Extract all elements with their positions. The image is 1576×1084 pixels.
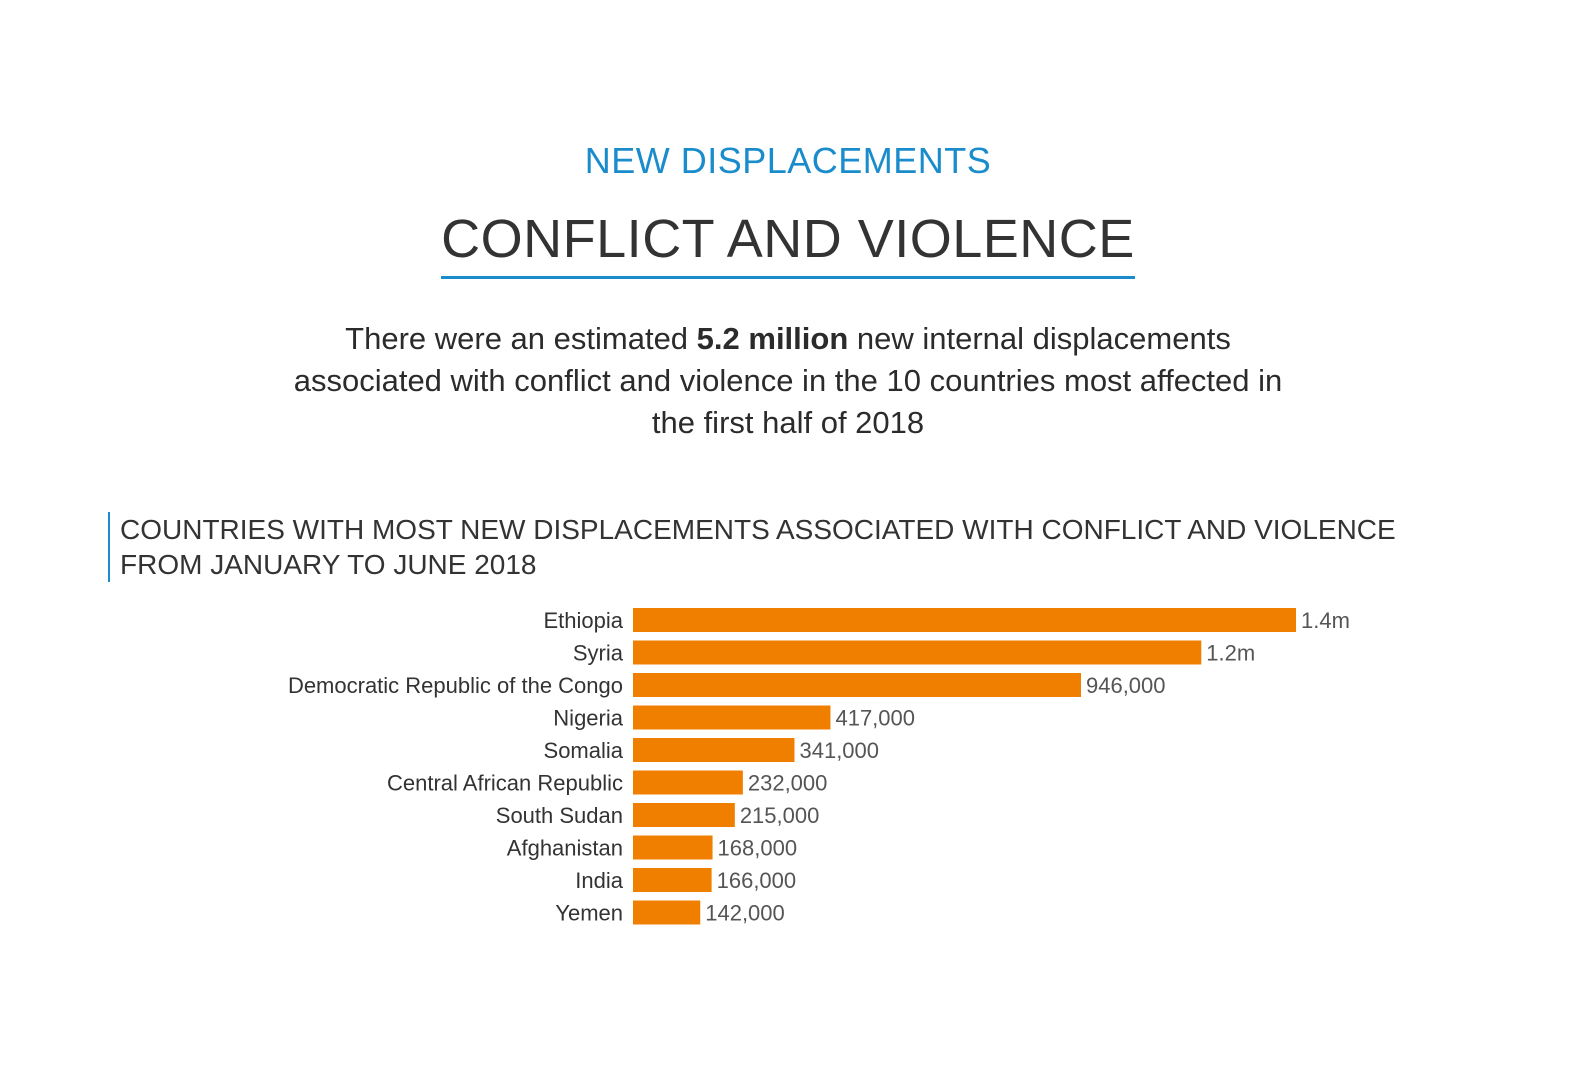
bar	[633, 836, 713, 860]
category-label: Nigeria	[553, 705, 623, 731]
category-label: Syria	[572, 640, 623, 666]
value-label: 232,000	[747, 770, 828, 796]
bar-group	[288, 608, 1350, 926]
value-label: 142,000	[705, 900, 785, 926]
value-label: 166,000	[716, 868, 797, 893]
summary-highlight: 5.2 million	[696, 321, 849, 356]
value-label: 215,000	[739, 803, 820, 828]
page-title: CONFLICT AND VIOLENCE	[441, 208, 1135, 279]
value-label: 1.2m	[1206, 640, 1256, 666]
category-label: Ethiopia	[543, 608, 623, 633]
bar	[633, 641, 1201, 665]
chart-title-line-2: FROM JANUARY TO JUNE 2018	[120, 549, 537, 580]
bar	[633, 673, 1081, 697]
value-label: 946,000	[1085, 673, 1166, 698]
category-label: Afghanistan	[506, 835, 623, 861]
chart-title-line-1: COUNTRIES WITH MOST NEW DISPLACEMENTS ASSOCIATED WITH CONFLICT AND VIOLENCE	[120, 514, 1396, 545]
category-label: Yemen	[555, 900, 623, 926]
summary-after: new internal displacements associated with conflict and violence in the 10 countries most affected in the first half of 2018	[293, 321, 1283, 440]
bar	[633, 868, 712, 892]
value-label: 417,000	[835, 705, 916, 731]
section-kicker: NEW DISPLACEMENTS	[584, 140, 992, 181]
bar	[633, 706, 830, 730]
value-label: 341,000	[799, 738, 880, 763]
bar	[633, 771, 743, 795]
category-label: Central African Republic	[386, 770, 623, 796]
category-label: Somalia	[543, 738, 623, 763]
bar	[633, 901, 700, 925]
bar	[633, 738, 794, 762]
value-label: 168,000	[717, 835, 798, 861]
category-label: Democratic Republic of the Congo	[287, 673, 623, 698]
value-label: 1.4m	[1301, 608, 1350, 633]
bar	[633, 608, 1296, 632]
bar	[633, 803, 735, 827]
summary-before: There were an estimated	[345, 321, 697, 356]
category-label: India	[575, 868, 623, 893]
category-label: South Sudan	[495, 803, 623, 828]
